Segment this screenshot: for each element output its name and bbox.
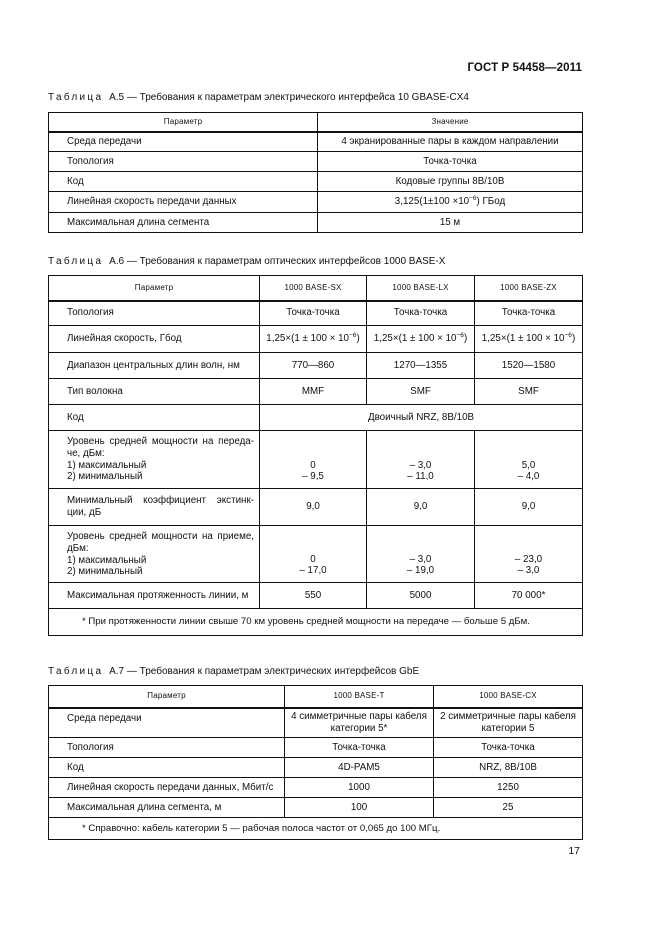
cell-lx: 9,0 bbox=[367, 489, 475, 526]
caption-text: А.5 — Требования к параметрам электрического интерфейса 10 GBASE-CX4 bbox=[106, 92, 469, 103]
cell-1000base-cx: Точка-точка bbox=[434, 738, 583, 758]
row-value bbox=[318, 192, 583, 213]
row-label: Среда передачи bbox=[49, 132, 318, 152]
row-label: Код bbox=[49, 758, 285, 778]
table-row bbox=[49, 738, 583, 758]
rate-exponent: −6 bbox=[469, 195, 477, 203]
cell-sx: 9,0 bbox=[260, 489, 367, 526]
table-a7-caption bbox=[48, 666, 419, 677]
row-label: Код bbox=[49, 405, 260, 431]
rate-exponent: −6 bbox=[456, 332, 464, 340]
min-value: – 3,0 bbox=[517, 565, 540, 577]
cell-sx: Точка-точка bbox=[260, 301, 367, 326]
rate-base: 1,25×(1 ± 100 × 10 bbox=[373, 333, 457, 345]
table-row bbox=[49, 152, 583, 172]
rate-exponent: −6 bbox=[564, 332, 572, 340]
cell-lx bbox=[367, 326, 475, 353]
cell-lx bbox=[367, 526, 475, 583]
cell-sx bbox=[260, 526, 367, 583]
cell-1000base-t: 4 симметричные пары кабеля категории 5* bbox=[285, 708, 434, 738]
max-value: 0 bbox=[310, 459, 316, 471]
table-a7 bbox=[48, 685, 583, 840]
rx-power-label: Уровень средней мощности на приеме, дБм: bbox=[67, 531, 254, 554]
max-value: – 23,0 bbox=[514, 553, 543, 565]
rate-tail: ) bbox=[571, 333, 576, 345]
header-1000base-lx: 1000 BASE-LX bbox=[367, 276, 475, 301]
table-row bbox=[49, 379, 583, 405]
row-label: Тип волокна bbox=[49, 379, 260, 405]
row-label: Максимальная длина сегмента, м bbox=[49, 798, 285, 818]
row-label: Линейная скорость, Гбод bbox=[49, 326, 260, 353]
min-label: 2) минимальный bbox=[67, 566, 143, 578]
cell-code-merged: Двоичный NRZ, 8В/10В bbox=[260, 405, 583, 431]
table-a5-caption bbox=[48, 92, 469, 103]
cell-zx: SMF bbox=[475, 379, 583, 405]
table-footnote: * При протяженности линии свыше 70 км уровень средней мощности на передаче — больше 5 дБм. bbox=[49, 609, 583, 636]
table-row bbox=[49, 405, 583, 431]
header-parameter: Параметр bbox=[49, 686, 285, 708]
table-row bbox=[49, 526, 583, 583]
table-row bbox=[49, 301, 583, 326]
table-footnote-row bbox=[49, 818, 583, 840]
caption-label: Таблица bbox=[48, 666, 104, 677]
cell-zx: 1520—1580 bbox=[475, 353, 583, 379]
caption-text: А.6 — Требования к параметрам оптических интерфейсов 1000 BASE-X bbox=[106, 256, 446, 267]
table-row bbox=[49, 778, 583, 798]
table-row bbox=[49, 489, 583, 526]
cell-sx: MMF bbox=[260, 379, 367, 405]
max-value: – 3,0 bbox=[409, 459, 432, 471]
table-row bbox=[49, 172, 583, 192]
cell-1000base-t: Точка-точка bbox=[285, 738, 434, 758]
min-value: – 9,5 bbox=[302, 471, 324, 483]
table-footnote: * Справочно: кабель категории 5 — рабочая полоса частот от 0,065 до 100 МГц. bbox=[49, 818, 583, 840]
min-value: – 19,0 bbox=[406, 565, 435, 577]
cell-1000base-t: 100 bbox=[285, 798, 434, 818]
row-label: Линейная скорость передачи данных bbox=[49, 192, 318, 213]
cell-1000base-cx: 1250 bbox=[434, 778, 583, 798]
cell-zx: 9,0 bbox=[475, 489, 583, 526]
document-code: ГОСТ Р 54458—2011 bbox=[467, 62, 582, 74]
table-footnote-row bbox=[49, 609, 583, 636]
row-value: 4 экранированные пары в каждом направлении bbox=[318, 132, 583, 152]
rate-exponent: −6 bbox=[349, 332, 357, 340]
table-row bbox=[49, 213, 583, 233]
cell-zx bbox=[475, 431, 583, 489]
table-row bbox=[49, 758, 583, 778]
table-row bbox=[49, 708, 583, 738]
cell-lx: SMF bbox=[367, 379, 475, 405]
row-label: Код bbox=[49, 172, 318, 192]
rate-tail: ) bbox=[356, 333, 360, 345]
cell-zx: 70 000* bbox=[475, 583, 583, 609]
row-label: Максимальная протяженность линии, м bbox=[49, 583, 260, 609]
table-row bbox=[49, 353, 583, 379]
cell-1000base-cx: 2 симметричные пары кабеля категории 5 bbox=[434, 708, 583, 738]
cell-1000base-cx: 25 bbox=[434, 798, 583, 818]
header-1000base-sx: 1000 BASE-SX bbox=[260, 276, 367, 301]
min-value: – 11,0 bbox=[407, 471, 434, 483]
max-value: 0 bbox=[310, 553, 316, 565]
header-value: Значение bbox=[318, 113, 583, 132]
table-row bbox=[49, 192, 583, 213]
table-row bbox=[49, 132, 583, 152]
cell-zx bbox=[475, 326, 583, 353]
row-label: Топология bbox=[49, 301, 260, 326]
row-value: 15 м bbox=[318, 213, 583, 233]
rate-base: 1,25×(1 ± 100 × 10 bbox=[481, 333, 565, 345]
cell-sx: 550 bbox=[260, 583, 367, 609]
cell-1000base-t: 4D-PAM5 bbox=[285, 758, 434, 778]
min-value: – 17,0 bbox=[299, 565, 327, 577]
rate-base: 1,25×(1 ± 100 × 10 bbox=[266, 333, 350, 345]
table-a6 bbox=[48, 275, 583, 636]
table-a6-caption bbox=[48, 256, 445, 267]
table-a5 bbox=[48, 112, 583, 233]
cell-zx: Точка-точка bbox=[475, 301, 583, 326]
cell-sx bbox=[260, 326, 367, 353]
cell-zx bbox=[475, 526, 583, 583]
max-value: 5,0 bbox=[521, 459, 536, 471]
header-parameter: Параметр bbox=[49, 276, 260, 301]
table-row bbox=[49, 326, 583, 353]
cell-lx bbox=[367, 431, 475, 489]
cell-1000base-cx: NRZ, 8В/10В bbox=[434, 758, 583, 778]
cell-lx: 5000 bbox=[367, 583, 475, 609]
header-1000base-zx: 1000 BASE-ZX bbox=[475, 276, 583, 301]
max-value: – 3,0 bbox=[409, 553, 432, 565]
row-label: Линейная скорость передачи данных, Мбит/с bbox=[49, 778, 285, 798]
row-label bbox=[49, 526, 260, 583]
table-row bbox=[49, 431, 583, 489]
row-label: Минимальный коэффициент экстинк-ции, дБ bbox=[49, 489, 260, 526]
cell-1000base-t: 1000 bbox=[285, 778, 434, 798]
max-label: 1) максимальный bbox=[67, 554, 147, 566]
rate-base: 3,125(1±100 ×10 bbox=[394, 196, 470, 208]
header-1000base-cx: 1000 BASE-CX bbox=[434, 686, 583, 708]
header-parameter: Параметр bbox=[49, 113, 318, 132]
row-label: Топология bbox=[49, 152, 318, 172]
page-number: 17 bbox=[568, 845, 580, 857]
row-label: Максимальная длина сегмента bbox=[49, 213, 318, 233]
table-row bbox=[49, 798, 583, 818]
row-label: Топология bbox=[49, 738, 285, 758]
cell-sx bbox=[260, 431, 367, 489]
header-1000base-t: 1000 BASE-T bbox=[285, 686, 434, 708]
max-label: 1) максимальный bbox=[67, 459, 147, 471]
cell-lx: Точка-точка bbox=[367, 301, 475, 326]
min-label: 2) минимальный bbox=[67, 471, 143, 483]
caption-label: Таблица bbox=[48, 92, 104, 103]
row-label bbox=[49, 431, 260, 489]
cell-lx: 1270—1355 bbox=[367, 353, 475, 379]
min-value: – 4,0 bbox=[517, 471, 540, 483]
row-label: Среда передачи bbox=[49, 708, 285, 738]
cell-sx: 770—860 bbox=[260, 353, 367, 379]
rate-tail: ) bbox=[463, 333, 468, 345]
caption-text: А.7 — Требования к параметрам электрических интерфейсов GbE bbox=[106, 666, 420, 677]
row-value: Точка-точка bbox=[318, 152, 583, 172]
row-label: Диапазон центральных длин волн, нм bbox=[49, 353, 260, 379]
caption-label: Таблица bbox=[48, 256, 104, 267]
tx-power-label: Уровень средней мощности на переда-че, дБм: bbox=[67, 436, 254, 459]
table-row bbox=[49, 583, 583, 609]
rate-tail: ) ГБод bbox=[476, 196, 506, 208]
row-value: Кодовые группы 8В/10В bbox=[318, 172, 583, 192]
